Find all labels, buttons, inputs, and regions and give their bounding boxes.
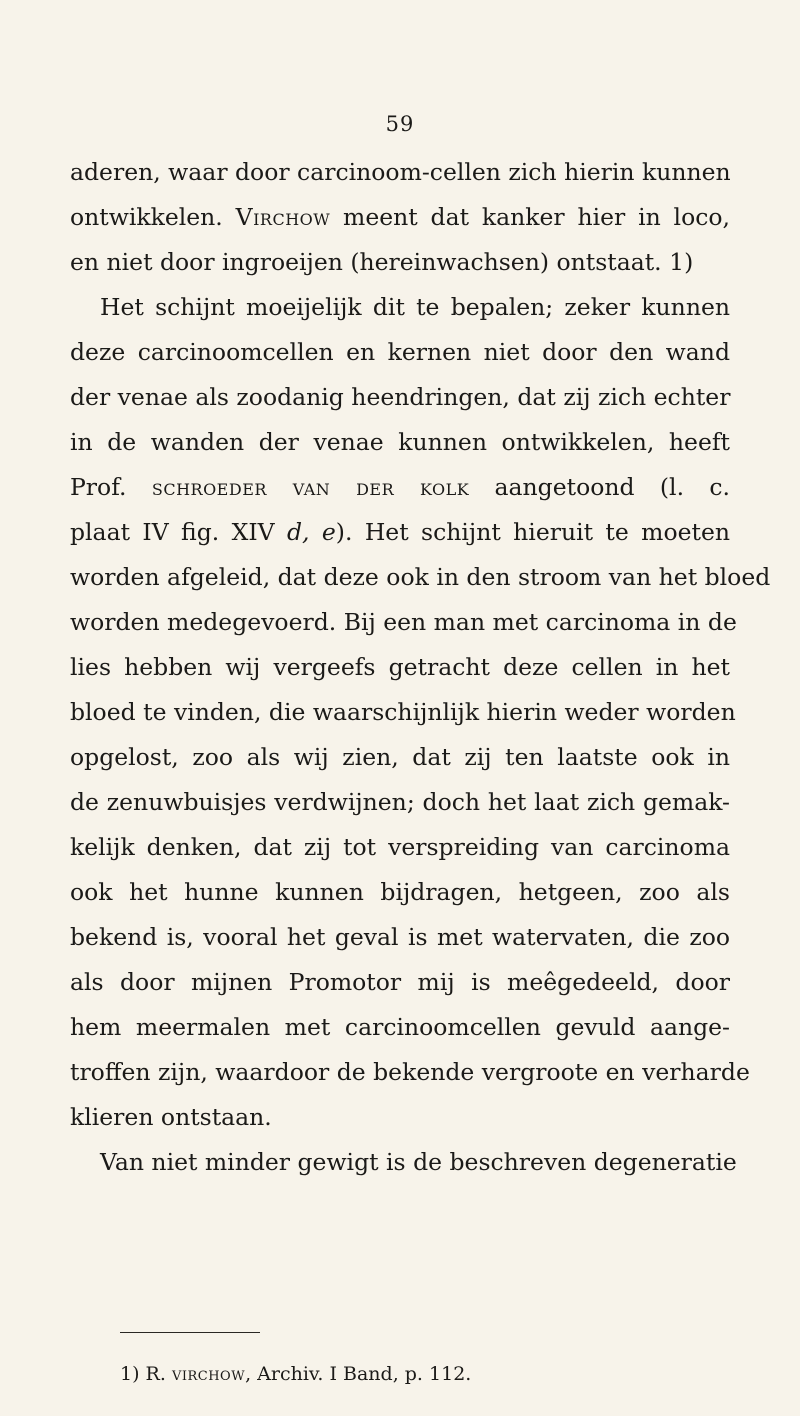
text-run: in de wanden der venae kunnen ontwikkelen, heeft xyxy=(70,428,730,456)
footnote-divider xyxy=(120,1332,260,1333)
text-line xyxy=(70,1140,737,1185)
text-run: deze carcinoomcellen en kernen niet door den wand xyxy=(70,338,730,366)
text-run: als door mijnen Promotor mij is meêgedeeld, door xyxy=(70,968,730,996)
small-caps-name: Virchow xyxy=(235,203,331,231)
text-run: aderen, waar door carcinoom-cellen zich hierin kunnen xyxy=(70,158,731,186)
text-run: hem meermalen met carcinoomcellen gevuld aange- xyxy=(70,1013,730,1041)
text-line xyxy=(70,420,730,465)
text-line xyxy=(70,690,736,735)
text-line xyxy=(70,150,730,195)
text-run: kelijk denken, dat zij tot verspreiding van carcinoma xyxy=(70,833,730,861)
text-line xyxy=(70,645,730,690)
text-run: plaat IV fig. XIV xyxy=(70,518,287,546)
text-line xyxy=(70,375,730,420)
text-run: ontwikkelen. xyxy=(70,203,236,231)
text-run: klieren ontstaan. xyxy=(70,1103,272,1131)
text-run: en niet door ingroeijen (hereinwachsen) ontstaat. 1) xyxy=(70,248,694,276)
text-run: meent dat kanker hier in loco, xyxy=(330,203,730,231)
text-line xyxy=(70,825,730,870)
page-number: 59 xyxy=(385,112,415,136)
text-line xyxy=(70,1050,750,1095)
text-line xyxy=(70,780,730,825)
text-run: lies hebben wij vergeefs getracht deze cellen in het xyxy=(70,653,730,681)
text-run: ook het hunne kunnen bijdragen, hetgeen, zoo als xyxy=(70,878,730,906)
text-line xyxy=(70,285,730,330)
text-run: ). Het schijnt hieruit te moeten xyxy=(335,518,730,546)
small-caps-name: schroeder van der kolk xyxy=(151,473,470,501)
text-run: der venae als zoodanig heendringen, dat zij zich echter xyxy=(70,383,731,411)
text-line xyxy=(70,1095,730,1140)
text-line xyxy=(70,195,730,240)
text-run: Prof. xyxy=(70,473,152,501)
text-line xyxy=(70,330,730,375)
text-run: bekend is, vooral het geval is met watervaten, die zoo xyxy=(70,923,730,951)
text-line xyxy=(70,960,730,1005)
text-run: , Archiv. I Band, p. 112. xyxy=(245,1363,472,1385)
text-line xyxy=(70,555,771,600)
text-run: worden medegevoerd. Bij een man met carcinoma in de xyxy=(70,608,737,636)
text-run: aangetoond (l. c. xyxy=(469,473,730,501)
text-line xyxy=(70,1005,730,1050)
text-run: worden afgeleid, dat deze ook in den stroom van het bloed xyxy=(70,563,771,591)
text-run: de zenuwbuisjes verdwijnen; doch het laat zich gemak- xyxy=(70,788,730,816)
text-run: Van niet minder gewigt is de beschreven degeneratie xyxy=(100,1148,737,1176)
footnote xyxy=(120,1362,471,1386)
text-line xyxy=(70,465,730,510)
text-line xyxy=(70,870,730,915)
text-run: bloed te vinden, die waarschijnlijk hierin weder worden xyxy=(70,698,736,726)
text-line xyxy=(70,735,730,780)
text-run: opgelost, zoo als wij zien, dat zij ten laatste ook in xyxy=(70,743,730,771)
small-caps-name: virchow xyxy=(171,1363,246,1385)
text-run: 1) R. xyxy=(120,1363,172,1385)
text-run: troffen zijn, waardoor de bekende vergroote en verharde xyxy=(70,1058,750,1086)
text-line xyxy=(70,240,730,285)
body-text xyxy=(70,150,771,1185)
text-line xyxy=(70,510,730,555)
italic-text: d, e xyxy=(286,518,336,546)
text-line xyxy=(70,915,730,960)
text-run: Het schijnt moeijelijk dit te bepalen; zeker kunnen xyxy=(100,293,730,321)
text-line xyxy=(70,600,737,645)
